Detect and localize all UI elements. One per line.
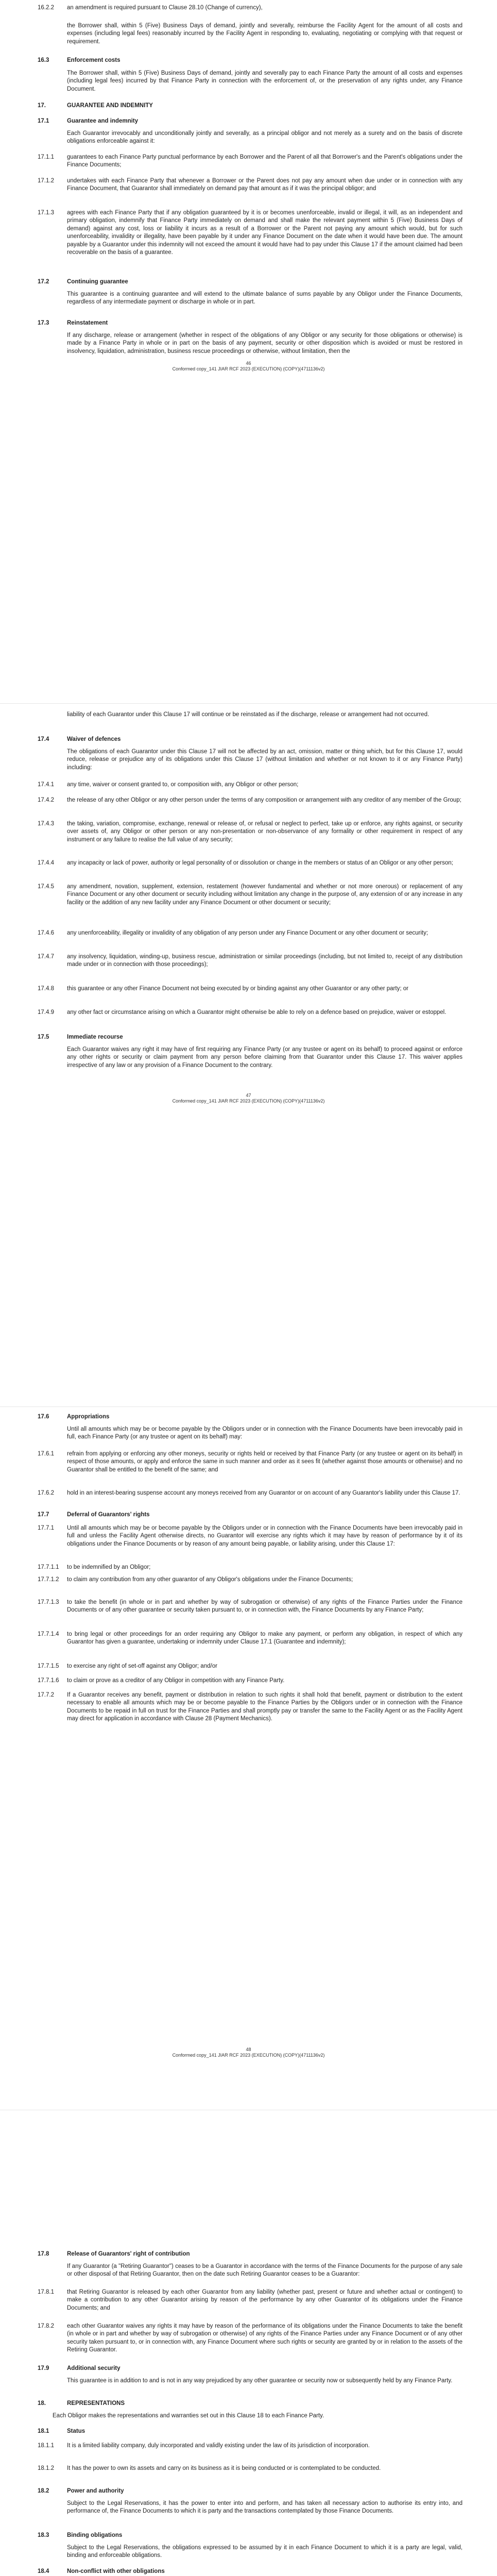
clause-number: 17.4.6 [38,930,54,936]
section-heading: Power and authority [67,2488,124,2494]
clause-number: 17.2 [38,279,49,285]
clause-number: 18.4 [38,2568,49,2574]
clause-text: The Borrower shall, within 5 (Five) Business Days of demand, jointly and severally pay to each Finance Party the amount of all costs and expenses (including legal fees) incurred by that Finance Party in connection with the enforcement of, or the preservation of any rights under, any Finance Document. [67,70,462,92]
section-heading: Waiver of defences [67,736,121,742]
clause-number: 17.6 [38,1414,49,1420]
clause-number: 17.1 [38,118,49,124]
clause-number: 17.8.2 [38,2323,54,2329]
clause-number: 17.1.2 [38,178,54,184]
clause-text: Until all amounts which may be or become payable by the Obligors under or in connection with the Finance Documents have been irrevocably paid in full and unless the Facility Agent otherwise directs, no Guarantor will exercise any rights which it may have by reason of performance by it of its obligations under the Finance Documents or by reason of any amount being payable, or liability arising, under this Clause 17: [67,1525,462,1547]
clause-number: 18.1.1 [38,2443,54,2449]
clause-number: 16.2.2 [38,5,54,11]
clause-text: It has the power to own its assets and carry on its business as it is being conducted or is contemplated to be conducted. [67,2465,381,2471]
clause-text: Each Guarantor irrevocably and unconditionally jointly and severally, as a principal obligor and not merely as a surety and on the basis of discrete obligations enforceable against it: [67,130,462,145]
footer-reference: Conformed copy_141 JIAR RCF 2023 (EXECUTION) (COPY)(4711136v2) [172,2053,325,2058]
clause-text: If any Guarantor (a "Retiring Guarantor") ceases to be a Guarantor in accordance with the terms of the Finance Documents for the purpose of any sale or other disposal of that Retiring Guarantor, then on the date such Retiring Guarantor ceases to be a Guarantor: [67,2263,462,2278]
clause-number: 17.7.2 [38,1692,54,1698]
clause-number: 17.7.1.6 [38,1677,59,1684]
clause-text: any incapacity or lack of power, authority or legal personality of or dissolution or change in the members or status of an Obligor or any other person; [67,860,453,866]
clause-number: 18.2 [38,2488,49,2494]
clause-text: to exercise any right of set-off against any Obligor; and/or [67,1663,217,1669]
clause-text: refrain from applying or enforcing any other moneys, security or rights held or received by that Finance Party (or any trustee or agent on its behalf) in respect of those amounts, or apply and enforce the same in such manner and order as it sees fit (whether against those amounts or otherwise) and no Guarantor shall be entitled to the benefit of the same; and [67,1451,462,1473]
clause-text: to be indemnified by an Obligor; [67,1564,151,1570]
clause-text: the Borrower shall, within 5 (Five) Business Days of demand, jointly and severally, reimburse the Facility Agent for the amount of all costs and expenses (including legal fees) reasonably incurred by the Facility Agent in responding to, evaluating, negotiating or complying with that request or requirement. [67,23,462,45]
clause-number: 17.9 [38,2365,49,2371]
clause-text: Until all amounts which may be or become payable by the Obligors under or in connection with the Finance Documents have been irrevocably paid in full, each Finance Party (or any trustee or agent on its behalf) may: [67,1426,462,1440]
clause-number: 17.6.2 [38,1490,54,1496]
clause-number: 17.5 [38,1034,49,1040]
clause-number: 17.1.1 [38,154,54,160]
clause-number: 17. [38,103,46,109]
document-page-46 [0,0,497,703]
clause-number: 17.7 [38,1512,49,1518]
section-heading: Continuing guarantee [67,279,128,285]
document-page-47 [0,704,497,1406]
section-heading: Deferral of Guarantors' rights [67,1512,150,1518]
clause-number: 18. [38,2400,46,2406]
section-heading: Enforcement costs [67,57,121,63]
clause-text: Subject to the Legal Reservations, the obligations expressed to be assumed by it in each Finance Document to which it is a party are legal, valid, binding and enforceable obligations. [67,2545,462,2559]
clause-text: The obligations of each Guarantor under this Clause 17 will not be affected by an act, omission, matter or thing which, but for this Clause 17, would reduce, release or prejudice any of its obligations under this Clause 17 (without limitation and whether or not known to it or any Finance Party) including: [67,749,462,771]
section-heading: GUARANTEE AND INDEMNITY [67,103,153,109]
clause-number: 17.7.1 [38,1525,54,1531]
clause-text: any amendment, novation, supplement, extension, restatement (however fundamental and whether or not more onerous) or replacement of any Finance Document or any other document or security including without limitation any change in the purpose of, any extension of or any increase in any facility or the addition of any new facility under any Finance Document or other document or security; [67,884,462,906]
page-footer [0,361,497,372]
page-number: 48 [246,2047,251,2052]
clause-number: 17.6.1 [38,1451,54,1457]
clause-text: the taking, variation, compromise, exchange, renewal or release of, or refusal or neglect to perfect, take up or enforce, any rights against, or security over assets of, any Obligor or other person or any non-presentation or non-observance of any formality or other requirement in respect of any instrument or any failure to realise the full value of any security; [67,821,462,843]
section-heading: REPRESENTATIONS [67,2400,125,2406]
footer-reference: Conformed copy_141 JIAR RCF 2023 (EXECUTION) (COPY)(4711136v2) [172,366,325,371]
clause-number: 17.7.1.4 [38,1631,59,1637]
clause-text: to claim or prove as a creditor of any Obligor in competition with any Finance Party. [67,1677,285,1684]
clause-text: this guarantee or any other Finance Document not being executed by or binding against any other Guarantor or any other party; or [67,986,408,992]
clause-text: guarantees to each Finance Party punctual performance by each Borrower and the Parent of all that Borrower's and the Parent's obligations under the Finance Documents; [67,154,462,168]
clause-text: agrees with each Finance Party that if any obligation guaranteed by it is or becomes unenforceable, invalid or illegal, it will, as an independent and primary obligation, indemnify that Finance Party immediately on demand and shall make the relevant payment within 5 (Five) Business Days of demand) against any cost, loss or liability it incurs as a result of a Borrower or the Parent not paying any amount which would, but for such unenforceability, invalidity or illegality, have been payable by it under any Finance Document on the date when it would have been due. The amount payable by a Guarantor under this indemnity will not exceed the amount it would have had to pay under this Clause 17 if the amount claimed had been recoverable on the basis of a guarantee. [67,210,462,256]
clause-number: 17.4.1 [38,782,54,788]
clause-text: any time, waiver or consent granted to, or composition with, any Obligor or other person; [67,782,299,788]
document-page-48 [0,1407,497,2110]
section-heading: Appropriations [67,1414,110,1420]
clause-number: 18.3 [38,2532,49,2538]
clause-text: undertakes with each Finance Party that whenever a Borrower or the Parent does not pay any amount when due under or in connection with any Finance Document, that Guarantor shall immediately on demand pay that amount as if it was the principal obligor; and [67,178,462,192]
clause-number: 17.4.7 [38,954,54,960]
clause-text: hold in an interest-bearing suspense account any moneys received from any Guarantor or on account of any Guarantor's liability under this Clause 17. [67,1490,460,1496]
clause-number: 17.4.9 [38,1009,54,1015]
clause-text: that Retiring Guarantor is released by each other Guarantor from any liability (whether past, present or future and whether actual or contingent) to make a contribution to any other Guarantor arising by reason of the performance by any other Guarantor of its obligations under the Finance Documents; and [67,2289,462,2311]
clause-number: 17.8.1 [38,2289,54,2295]
section-heading: Binding obligations [67,2532,123,2538]
document-page-49 [0,2110,497,2576]
clause-text: This guarantee is in addition to and is not in any way prejudiced by any other guarantee or security now or subsequently held by any Finance Party. [67,2378,453,2384]
clause-text: Each Obligor makes the representations and warranties set out in this Clause 18 to each Finance Party. [53,2413,324,2419]
clause-text: the release of any other Obligor or any other person under the terms of any composition or arrangement with any creditor of any member of the Group; [67,797,461,803]
clause-text: an amendment is required pursuant to Clause 28.10 (Change of currency), [67,5,263,11]
clause-number: 17.3 [38,320,49,326]
section-heading: Reinstatement [67,320,108,326]
clause-text: to take the benefit (in whole or in part and whether by way of subrogation or otherwise) of any rights of the Finance Parties under the Finance Documents or of any other guarantee or security taken pursuant to, or in connection with, the Finance Documents by any Finance Party; [67,1599,462,1614]
clause-text: Each Guarantor waives any right it may have of first requiring any Finance Party (or any trustee or agent on its behalf) to proceed against or enforce any other rights or security or claim payment from any person before claiming from that Guarantor under this Clause 17. This waiver applies irrespective of any law or any provision of a Finance Document to the contrary. [67,1046,462,1069]
clause-number: 17.7.1.3 [38,1599,59,1605]
section-heading: Status [67,2428,85,2434]
clause-text: liability of each Guarantor under this Clause 17 will continue or be reinstated as if the discharge, release or arrangement had not occurred. [67,711,430,718]
clause-number: 16.3 [38,57,49,63]
clause-number: 17.4.8 [38,986,54,992]
clause-text: to claim any contribution from any other guarantor of any Obligor's obligations under the Finance Documents; [67,1577,353,1583]
clause-text: any insolvency, liquidation, winding-up, business rescue, administration or similar proceedings (including, but not limited to, receipt of any distribution made under or in connection with those proceedings); [67,954,462,968]
clause-text: to bring legal or other proceedings for an order requiring any Obligor to make any payment, or perform any obligation, in respect of which any Guarantor has given a guarantee, undertaking or indemnity under Clause 17.1 (Guarantee and indemnity); [67,1631,462,1646]
section-heading: Release of Guarantors' right of contribution [67,2251,190,2257]
clause-number: 17.7.1.5 [38,1663,59,1669]
clause-text: any unenforceability, illegality or invalidity of any obligation of any person under any Finance Document or any other document or security; [67,930,429,936]
clause-number: 17.8 [38,2251,49,2257]
clause-number: 18.1 [38,2428,49,2434]
section-heading: Non-conflict with other obligations [67,2568,165,2574]
clause-number: 17.4.3 [38,821,54,827]
clause-number: 17.4.4 [38,860,54,866]
clause-text: any other fact or circumstance arising on which a Guarantor might otherwise be able to rely on a defence based on prejudice, waiver or estoppel. [67,1009,447,1015]
section-heading: Additional security [67,2365,121,2371]
clause-number: 17.7.1.1 [38,1564,59,1570]
clause-number: 17.1.3 [38,210,54,216]
page-footer [0,2047,497,2058]
clause-number: 17.4 [38,736,49,742]
clause-text: If a Guarantor receives any benefit, payment or distribution in relation to such rights it shall hold that benefit, payment or distribution to the extent necessary to enable all amounts which may be or become payable to the Finance Parties by the Obligors under or in connection with the Finance Documents to be repaid in full on trust for the Finance Parties and shall promptly pay or transfer the same to the Facility Agent or as the Facility Agent may direct for application in accordance with Clause 28 (Payment Mechanics). [67,1692,462,1722]
page-number: 46 [246,361,251,366]
section-heading: Immediate recourse [67,1034,123,1040]
clause-number: 17.7.1.2 [38,1577,59,1583]
footer-reference: Conformed copy_141 JIAR RCF 2023 (EXECUTION) (COPY)(4711136v2) [172,1098,325,1104]
page-number: 47 [246,1093,251,1098]
clause-text: each other Guarantor waives any rights it may have by reason of the performance of its obligations under the Finance Documents to take the benefit (in whole or in part and whether by way of subrogation or otherwise) of any rights of the Finance Parties under any Finance Document or of any other security taken pursuant to, or in connection with, any Finance Document where such rights or security are granted by or in relation to the assets of the Retiring Guarantor. [67,2323,462,2353]
clause-text: Subject to the Legal Reservations, it has the power to enter into and perform, and has taken all necessary action to authorise its entry into, and performance of, the Finance Documents to which it is party and the transactions contemplated by those Finance Documents. [67,2500,462,2515]
clause-number: 17.4.5 [38,884,54,890]
clause-text: If any discharge, release or arrangement (whether in respect of the obligations of any Obligor or any security for those obligations or otherwise) is made by a Finance Party in whole or in part on the basis of any payment, security or other disposition which is avoided or must be restored in insolvency, liquidation, administration, business rescue proceedings or otherwise, without limitation, then the [67,332,462,354]
clause-text: It is a limited liability company, duly incorporated and validly existing under the law of its jurisdiction of incorporation. [67,2443,370,2449]
page-footer [0,1093,497,1104]
section-heading: Guarantee and indemnity [67,118,139,124]
clause-text: This guarantee is a continuing guarantee and will extend to the ultimate balance of sums payable by any Obligor under the Finance Documents, regardless of any intermediate payment or discharge in whole or in part. [67,291,462,306]
clause-number: 18.1.2 [38,2465,54,2471]
clause-number: 17.4.2 [38,797,54,803]
